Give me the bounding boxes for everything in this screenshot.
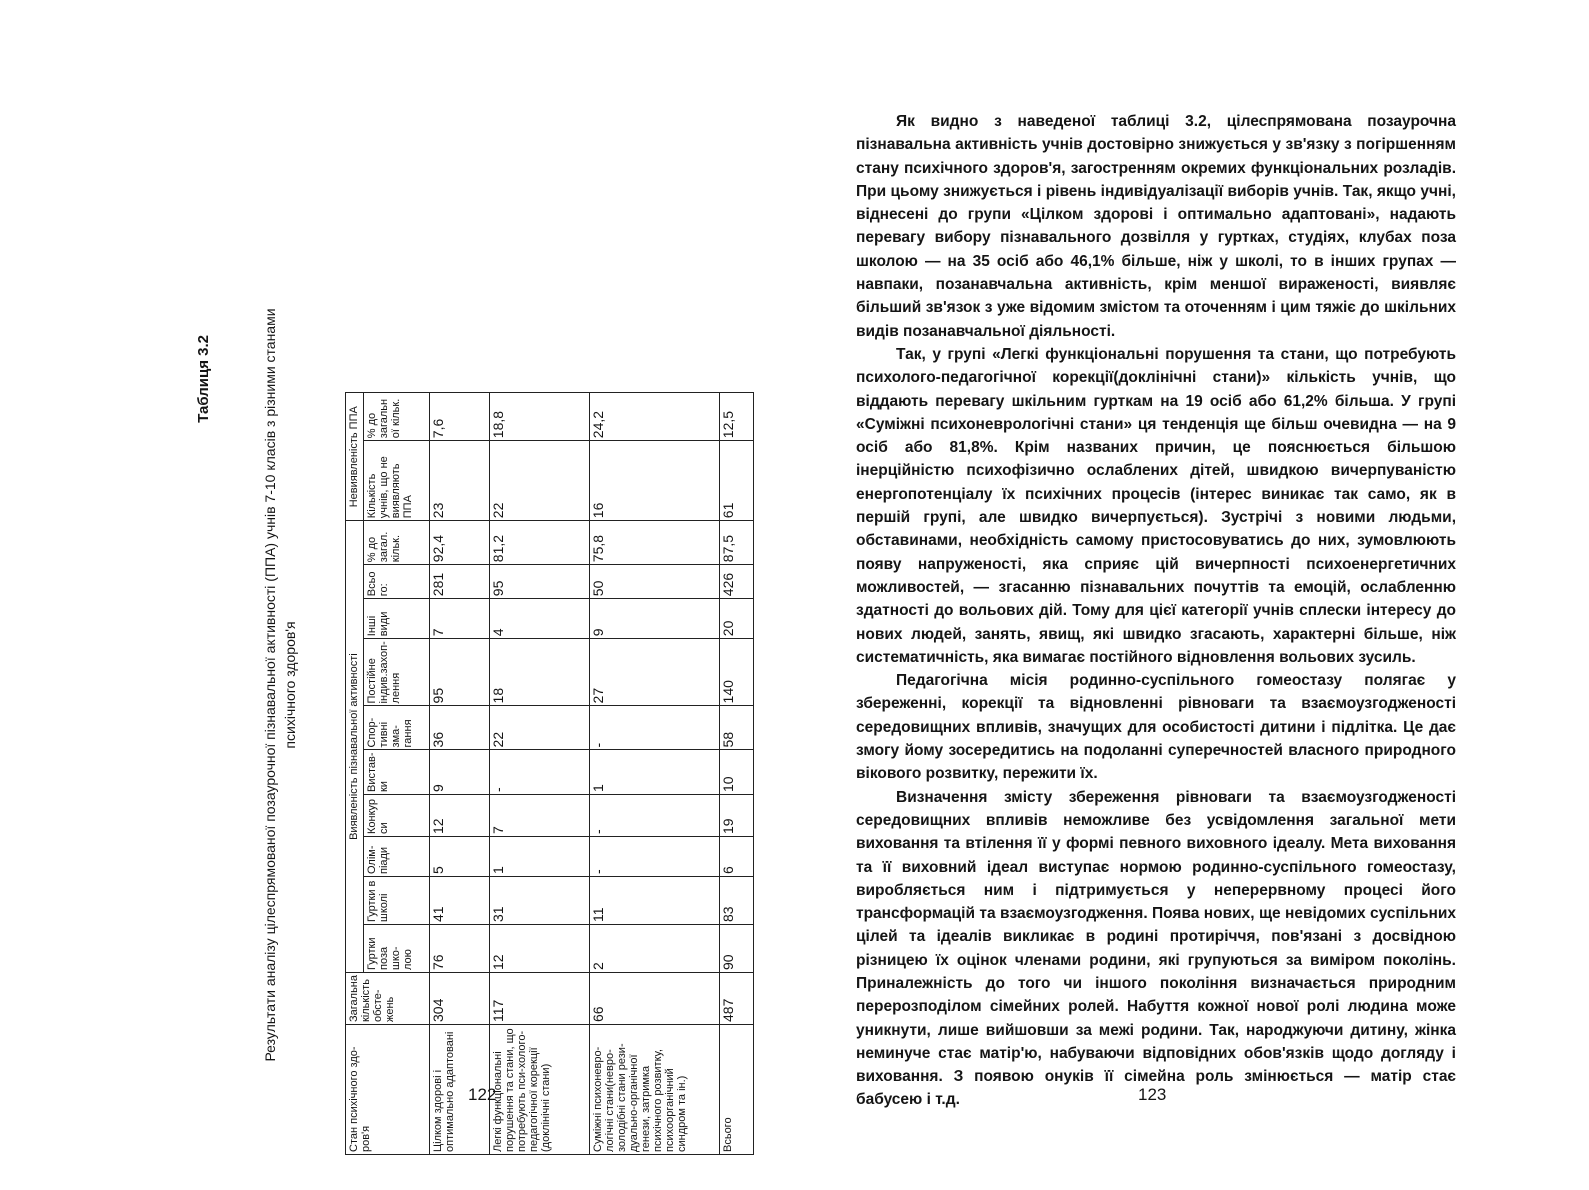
page-number-right: 123 — [1138, 1085, 1167, 1104]
header-total: Загальна кількість обсте-жень — [346, 973, 430, 1025]
cell: - — [590, 706, 720, 750]
paragraph: Як видно з наведеної таблиці 3.2, цілеспрямована позаурочна пізнавальна активність учнів достовірно знижується у зв'язку з погіршенням стану психічного здоров'я, загостренням окремих функціональних розладів. При цьому знижується і рівень індивідуалізації виборів учнів. Так, якщо учні, віднесені до групи «Цілком здорові і оптимально адаптовані», надають перевагу вибору пізнавального дозвілля у гуртках, студіях, клубах поза школою — на 35 осіб або 46,1% більше, ніж у школі, то в інших групах — навпаки, позанавчальна активність, крім меншої вираженості, виявляє більший зв'язок з уже відомим змістом та оточенням і цим тяжіє до шкільних видів позанавчальної діяльності. — [856, 113, 1456, 340]
rotated-table-block — [145, 185, 745, 1185]
cell: 12,5 — [720, 393, 754, 441]
cell: 87,5 — [720, 521, 754, 565]
cell: 18,8 — [490, 393, 590, 441]
caption-line-1: Результати аналізу цілеспрямованої позаурочної пізнавальної активності (ППА) учнів 7-10 класів з різними станами — [262, 308, 278, 1062]
cell: 487 — [720, 973, 754, 1025]
header-col: % до загал. кільк. — [364, 521, 430, 565]
cell: 76 — [430, 925, 490, 973]
table-row — [590, 393, 720, 1155]
header-col: Інші види — [364, 599, 430, 639]
header-col: Конкур си — [364, 795, 430, 837]
cell: 61 — [720, 441, 754, 521]
cell: 36 — [430, 706, 490, 750]
cell: 7,6 — [430, 393, 490, 441]
cell: 7 — [490, 795, 590, 837]
cell: 281 — [430, 565, 490, 599]
cell: 24,2 — [590, 393, 720, 441]
cell: 23 — [430, 441, 490, 521]
cell: 2 — [590, 925, 720, 973]
cell: 27 — [590, 639, 720, 706]
cell: 16 — [590, 441, 720, 521]
cell: 304 — [430, 973, 490, 1025]
row-label: Легкі функціональні порушення та стани, що потребують пси-холого-педагогічної корекції (доклінічні стани) — [490, 1025, 590, 1155]
cell: 58 — [720, 706, 754, 750]
cell: 66 — [590, 973, 720, 1025]
paragraph: Так, у групі «Легкі функціональні порушення та стани, що потребують психолого-педагогічної корекції(доклінічні стани)» кількість учнів, що віддають перевагу шкільним гурткам на 19 осіб або 61,2% більша. У групі «Суміжні психоневрологічні стани» ця тенденція ще більш очевидна — на 9 осіб або 81,8%. Крім названих причин, це пояснюється більшою інерційністю психофізично ослаблених дітей, швидкою вичерпуваністю енергопотенціалу їх психічних процесів (інтерес виникає так само, як в першій групі, але швидко вичерпується). Зустрічі з новими людьми, обставинами, необхідність самому пристосовуватись до них, зумовлюють появу напруженості, яка сприяє цій вичерпності психоенергетичних можливостей, — згасанню пізнавальних почуттів та емоцій, ослабленню здатності до вольових дій. Тому для цієї категорії учнів сплески інтересу до нових людей, занять, явищ, які швидко згасають, характерні більше, ніж систематичність, яка вимагає постійного відновлення вольових зусиль. — [856, 345, 1456, 666]
header-col: % до загальн ої кільк. — [364, 393, 430, 441]
cell: 22 — [490, 706, 590, 750]
cell: 20 — [720, 599, 754, 639]
cell: 18 — [490, 639, 590, 706]
cell: 95 — [490, 565, 590, 599]
cell: 95 — [430, 639, 490, 706]
cell: 75,8 — [590, 521, 720, 565]
header-not-revealed: Невиявленість ППА — [346, 393, 364, 521]
cell: 90 — [720, 925, 754, 973]
caption-line-2: психічного здоров'я — [282, 621, 298, 749]
paragraph: Педагогічна місія родинно-суспільного гомеостазу полягає у збереженні, корекції та відновленні рівноваги та взаємоузгодженості середовищних впливів, значущих для особистості дитини і підлітка. Це дає змогу йому зосередитись на подоланні суперечностей власного природного вікового розвитку, пережити їх. — [856, 672, 1456, 783]
header-state: Стан психічного здо-ров'я — [346, 1025, 430, 1155]
cell: 22 — [490, 441, 590, 521]
cell: 7 — [430, 599, 490, 639]
cell: 9 — [590, 599, 720, 639]
cell: 140 — [720, 639, 754, 706]
row-label: Цілком здорові і оптимально адаптовані — [430, 1025, 490, 1155]
page-number-left: 122 — [468, 1085, 497, 1104]
header-col: Всьо го: — [364, 565, 430, 599]
header-col: Кількість учнів, що не виявляють ППА — [364, 441, 430, 521]
cell: - — [490, 750, 590, 795]
cell: 1 — [590, 750, 720, 795]
cell: 6 — [720, 837, 754, 877]
table-label: Таблиця 3.2 — [195, 335, 212, 423]
cell: 81,2 — [490, 521, 590, 565]
cell: 12 — [430, 795, 490, 837]
cell: - — [590, 837, 720, 877]
table-row — [490, 393, 590, 1155]
header-col: Постійне індив.захоп-лення — [364, 639, 430, 706]
header-col: Гуртки поза шко-лою — [364, 925, 430, 973]
paragraph: Визначення змісту збереження рівноваги та взаємоузгодженості середовищних впливів неможливе без усвідомлення загальної мети виховання та втілення її у формі певного виховного ідеалу. Мета виховання та її виховний ідеал виступає нормою родинно-суспільного гомеостазу, виробляється ним і підтримується у неперервному процесі його трансформацій та взаємоузгодження. Поява нових, ще невідомих суспільних цілей та ідеалів викликає в родині протиріччя, пов'язані з досвідною різницею їх оцінок членами родини, які групуються за виміром поколінь. Приналежність до того чи іншого покоління визначається природним перерозподілом сімейних ролей. Набуття кожної нової ролі людина може уникнути, лише вийшовши за межі родини. Так, народжуючи дитину, жінка неминуче стає матір'ю, набуваючи відповідних обов'язків щодо догляду і виховання. З появою онуків її сімейна роль змінюється — матір стає бабусею і т.д. — [856, 788, 1456, 1109]
cell: 19 — [720, 795, 754, 837]
cell: 426 — [720, 565, 754, 599]
results-table — [345, 392, 754, 1155]
cell: - — [590, 795, 720, 837]
table-row — [430, 393, 490, 1155]
cell: 1 — [490, 837, 590, 877]
cell: 10 — [720, 750, 754, 795]
cell: 4 — [490, 599, 590, 639]
header-col: Спор-тивні зма-гання — [364, 706, 430, 750]
table-row — [720, 393, 754, 1155]
cell: 12 — [490, 925, 590, 973]
header-col: Вистав-ки — [364, 750, 430, 795]
cell: 50 — [590, 565, 720, 599]
cell: 9 — [430, 750, 490, 795]
row-label: Всього — [720, 1025, 754, 1155]
header-revealed: Виявленість пізнавальної активності — [346, 521, 364, 973]
cell: 11 — [590, 877, 720, 925]
cell: 31 — [490, 877, 590, 925]
cell: 41 — [430, 877, 490, 925]
header-col: Гуртки в школі — [364, 877, 430, 925]
row-label: Суміжні психоневро-логічні стани(невро-золодібні стани рези-дуально-органічної генези, затримка психічного розвитку, психоорганічний синдром та ін.) — [590, 1025, 720, 1155]
cell: 117 — [490, 973, 590, 1025]
header-col: Олім-піади — [364, 837, 430, 877]
cell: 92,4 — [430, 521, 490, 565]
cell: 5 — [430, 837, 490, 877]
cell: 83 — [720, 877, 754, 925]
right-page-text — [856, 110, 1456, 1112]
table-caption — [260, 185, 300, 1185]
